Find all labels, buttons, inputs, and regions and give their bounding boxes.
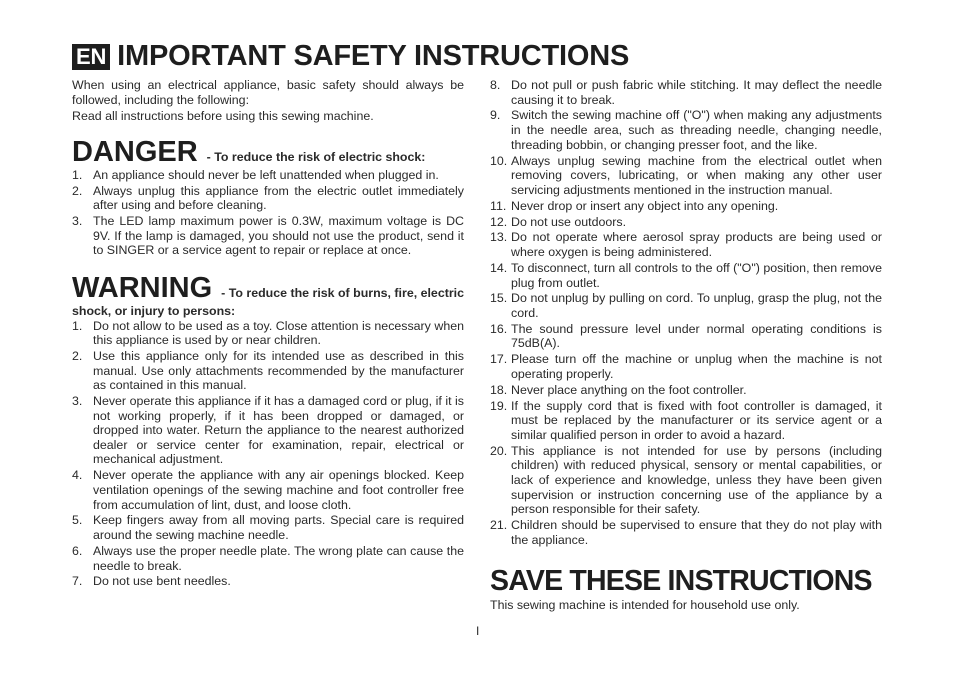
- list-item: [72, 574, 464, 589]
- item-number: 6.: [72, 543, 83, 558]
- list-item: [490, 230, 882, 259]
- page-number: I: [476, 624, 480, 638]
- item-text: Do not pull or push fabric while stitching. It may deflect the needle causing it to break.: [511, 78, 882, 107]
- item-text: The sound pressure level under normal operating conditions is 75dB(A).: [511, 321, 882, 351]
- item-text: The LED lamp maximum power is 0.3W, maximum voltage is DC 9V. If the lamp is damaged, you should not use the product, send it to SINGER or a service agent to repair or replace at once.: [93, 214, 464, 258]
- save-instructions-heading: SAVE THESE INSTRUCTIONS: [490, 565, 872, 598]
- item-text: Use this appliance only for its intended use as described in this manual. Use only attachments recommended by the manufacturer as contained in this manual.: [93, 349, 464, 393]
- list-item: [72, 168, 464, 183]
- item-number: 20.: [490, 443, 508, 458]
- item-number: 14.: [490, 260, 508, 275]
- item-number: 5.: [72, 513, 83, 528]
- item-text: Keep fingers away from all moving parts. Special care is required around the sewing machine needle.: [93, 513, 464, 543]
- item-text: Do not use outdoors.: [511, 214, 627, 229]
- list-item: [490, 383, 882, 398]
- item-number: 21.: [490, 518, 508, 533]
- danger-heading: DANGER: [72, 135, 198, 168]
- item-number: 10.: [490, 153, 508, 168]
- item-text: Never drop or insert any object into any opening.: [511, 198, 779, 213]
- list-item: [72, 513, 464, 542]
- item-text: Do not allow to be used as a toy. Close attention is necessary when this appliance is used by or near children.: [93, 318, 464, 348]
- title-text: IMPORTANT SAFETY INSTRUCTIONS: [117, 40, 630, 72]
- item-number: 9.: [490, 108, 501, 123]
- item-number: 7.: [72, 574, 83, 589]
- list-item: [490, 518, 882, 547]
- household-use-note: This sewing machine is intended for household use only.: [490, 598, 800, 613]
- list-item: [490, 444, 882, 517]
- list-item: [72, 394, 464, 467]
- item-number: 4.: [72, 468, 83, 483]
- warning-heading: WARNING: [72, 271, 213, 304]
- item-text: If the supply cord that is fixed with foot controller is damaged, it must be replaced by the manufacturer or its service agent or a similar qualified person in order to avoid a hazard.: [511, 398, 882, 442]
- list-item: [490, 399, 882, 443]
- item-text: Please turn off the machine or unplug when the machine is not operating properly.: [511, 352, 882, 381]
- intro-paragraph: When using an electrical appliance, basic safety should always be followed, including the following:: [72, 78, 464, 107]
- item-text: Switch the sewing machine off ("O") when making any adjustments in the needle area, such as threading needle, changing needle, threading bobbin, or changing presser foot, and the like.: [511, 108, 882, 152]
- item-text: To disconnect, turn all controls to the off ("O") position, then remove plug from outlet.: [511, 260, 882, 290]
- item-number: 1.: [72, 318, 83, 333]
- item-text: Always unplug this appliance from the electric outlet immediately after using and before cleaning.: [93, 183, 464, 213]
- item-number: 2.: [72, 349, 83, 364]
- page-title: [72, 40, 629, 73]
- item-number: 2.: [72, 183, 83, 198]
- item-number: 18.: [490, 382, 508, 397]
- list-item: [490, 322, 882, 351]
- item-number: 1.: [72, 167, 83, 182]
- continued-list: [490, 78, 882, 547]
- right-column: [490, 78, 882, 615]
- list-item: [490, 352, 882, 381]
- item-number: 17.: [490, 352, 508, 367]
- list-item: [72, 319, 464, 348]
- list-item: [72, 544, 464, 573]
- item-number: 8.: [490, 78, 501, 92]
- item-text: Do not unplug by pulling on cord. To unplug, grasp the plug, not the cord.: [511, 291, 882, 320]
- item-text: This appliance is not intended for use by persons (including children) with reduced physical, sensory or mental capabilities, or lack of experience and knowledge, unless they have been given supervision or instruction concerning use of the appliance by a person responsible for their safety.: [511, 443, 882, 517]
- item-text: Never place anything on the foot controller.: [511, 382, 747, 397]
- list-item: [490, 108, 882, 152]
- item-number: 11.: [490, 198, 507, 213]
- item-number: 15.: [490, 291, 508, 306]
- intro-paragraph: Read all instructions before using this sewing machine.: [72, 109, 374, 124]
- item-text: Always unplug sewing machine from the electrical outlet when removing covers, lubricating, or when making any other user servicing adjustments mentioned in the instruction manual.: [511, 153, 882, 197]
- item-number: 13.: [490, 230, 508, 245]
- list-item: [72, 468, 464, 512]
- warning-list: [72, 319, 464, 589]
- list-item: [72, 349, 464, 393]
- danger-list: [72, 168, 464, 258]
- left-column: [72, 78, 464, 590]
- list-item: [490, 215, 882, 230]
- item-number: 16.: [490, 321, 508, 336]
- item-text: An appliance should never be left unattended when plugged in.: [93, 167, 439, 182]
- warning-heading-block: [72, 272, 464, 319]
- warning-subheading: - To reduce the risk of burns, fire, electric shock, or injury to persons:: [72, 285, 464, 318]
- list-item: [490, 154, 882, 198]
- list-item: [72, 214, 464, 258]
- list-item: [490, 291, 882, 320]
- item-number: 19.: [490, 398, 508, 413]
- language-badge: EN: [72, 44, 110, 70]
- list-item: [490, 261, 882, 290]
- item-number: 3.: [72, 394, 83, 409]
- list-item: [490, 78, 882, 107]
- danger-heading-block: [72, 136, 464, 168]
- item-text: Always use the proper needle plate. The wrong plate can cause the needle to break.: [93, 543, 464, 573]
- list-item: [490, 199, 882, 214]
- item-number: 12.: [490, 214, 508, 229]
- item-number: 3.: [72, 214, 83, 229]
- list-item: [72, 184, 464, 213]
- item-text: Do not use bent needles.: [93, 574, 231, 589]
- item-text: Do not operate where aerosol spray products are being used or where oxygen is being administered.: [511, 230, 882, 260]
- danger-subheading: - To reduce the risk of electric shock:: [206, 149, 426, 164]
- item-text: Never operate the appliance with any air openings blocked. Keep ventilation openings of the sewing machine and foot controller free from accumulation of lint, dust, and loose cloth.: [93, 468, 464, 512]
- item-text: Never operate this appliance if it has a damaged cord or plug, if it is not working properly, if it has been dropped or damaged, or dropped into water. Return the appliance to the nearest authorized dealer or service center for examination, repair, electrical or mechanical adjustment.: [93, 394, 464, 467]
- item-text: Children should be supervised to ensure that they do not play with the appliance.: [511, 518, 882, 547]
